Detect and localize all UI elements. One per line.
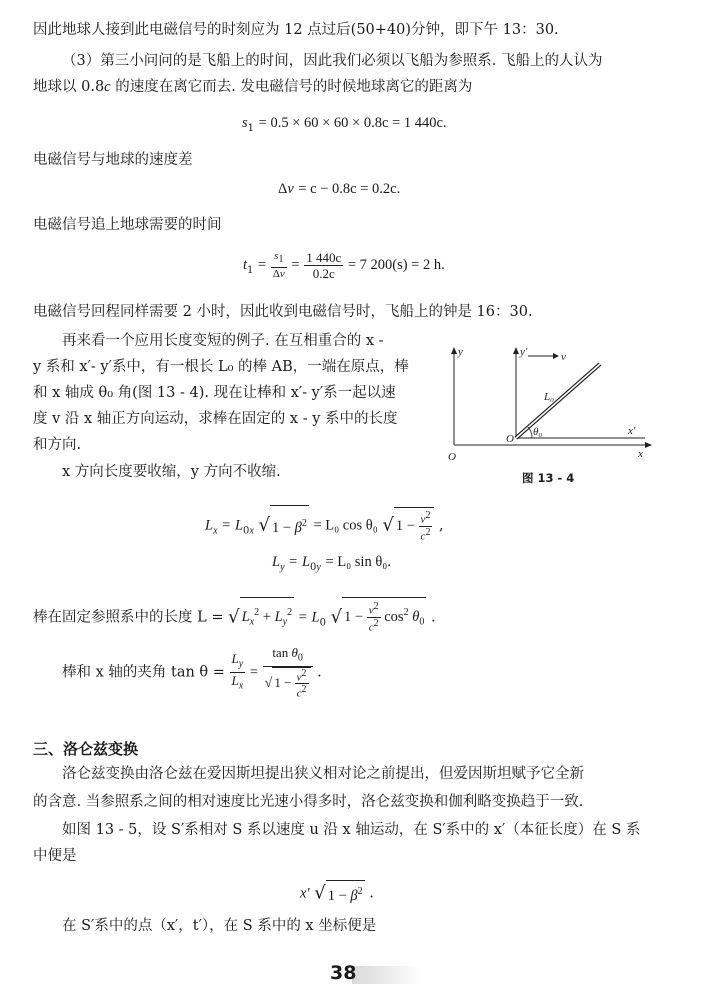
label-x: x [638,448,643,460]
label-L0: L₀ [544,391,554,403]
paragraph-line: 和方向. [33,437,82,453]
paragraph-line: 地球以 0.8c 的速度在离它而去. 发电磁信号的时候地球离它的距离为 [33,79,473,95]
paragraph-line: 的含意. 当参照系之间的相对速度比光速小得多时，洛仑兹变换和伽利略变换趋于一致. [33,794,584,810]
equation-s1: $s_1 = 0.5 \times 60 \times 60 \times 0.8c = 1$ 440c. [242,115,447,134]
label-xp: x′ [628,425,636,437]
paragraph-line: （3）第三小问问的是飞船上的时间，因此我们必须以飞船为参照系. 飞船上的人认为 [62,53,603,69]
paragraph-line: 如图 13 - 5，设 S′系相对 S 系以速度 u 沿 x 轴运动，在 S′系中的 x′（本征长度）在 S 系 [62,822,641,838]
paragraph-line: y 系和 x′- y′系中，有一根长 L₀ 的棒 AB，一端在原点，棒 [33,359,409,375]
paragraph-line: 电磁信号追上地球需要的时间 [33,217,222,233]
paragraph-line: 因此地球人接到此电磁信号的时刻应为 12 点过后(50+40)分钟，即下午 13：30. [33,22,559,38]
equation-ly: $L_y = L_{0y} = L_0$ sin θ₀. [272,554,391,573]
paragraph-line: 棒在固定参照系中的长度 L = √ $L_x^2 + L_y^2 = L_0$ √ 1 − $\frac{v^2}{c^2}$ $\cos^2 \theta_0$ . [33,597,436,638]
paragraph-line: 再来看一个应用长度变短的例子. 在互相重合的 x - [62,333,384,349]
paragraph-line: 洛仑兹变换由洛仑兹在爱因斯坦提出狭义相对论之前提出，但爱因斯坦赋予它全新 [62,766,584,782]
paragraph-line: 中便是 [33,848,77,864]
paragraph-line: x 方向长度要收缩，y 方向不收缩. [62,464,281,480]
paragraph-line: 电磁信号回程同样需要 2 小时，因此收到电磁信号时，飞船上的钟是 16：30. [33,304,533,320]
page-number-shade [352,966,422,984]
paragraph-line: 在 S′系中的点（x′，t′），在 S 系中的 x 坐标便是 [62,918,377,934]
equation-xp: x′ √ $1 - \beta^2$ . [300,880,374,907]
paragraph-line: 和 x 轴成 θ₀ 角(图 13 - 4). 现在让棒和 x′- y′系一起以速 [33,385,396,401]
figure-caption: 图 13 - 4 [522,471,575,485]
paragraph-line: 电磁信号与地球的速度差 [33,152,193,168]
equation-dv: Δv = c − 0.8c = 0.2c. [278,181,401,197]
figure-13-4 [440,340,665,465]
equation-lx: $L_x = L_{0x}$ √ $1 - \beta^2 = L_0$ cos θ₀ √ 1 − $\frac{v^2}{c^2}$ , [205,505,444,549]
paragraph-line: 棒和 x 轴的夹角 tan θ = $\frac{L_y}{L_x}$ = $\tan \theta_0$ √ 1 − $\frac{v^2}{c^2}$ . [62,645,322,700]
label-v: v [561,351,566,363]
label-Op: O′ [506,433,517,445]
page-number: 38 [330,962,357,984]
label-O: O [448,451,456,463]
equation-t1: $t_1$ = $\frac{s_1}{\Delta v}$ = $\frac{1 440c}{0.2c}$ = 7 200(s) = 2 h. [243,249,445,281]
section-title: 三、洛仑兹变换 [33,740,139,758]
paragraph-line: 度 v 沿 x 轴正方向运动，求棒在固定的 x - y 系中的长度 [33,411,398,427]
label-y: y [458,346,463,358]
label-yp: y′ [520,346,528,358]
label-theta0: θ₀ [533,426,543,438]
